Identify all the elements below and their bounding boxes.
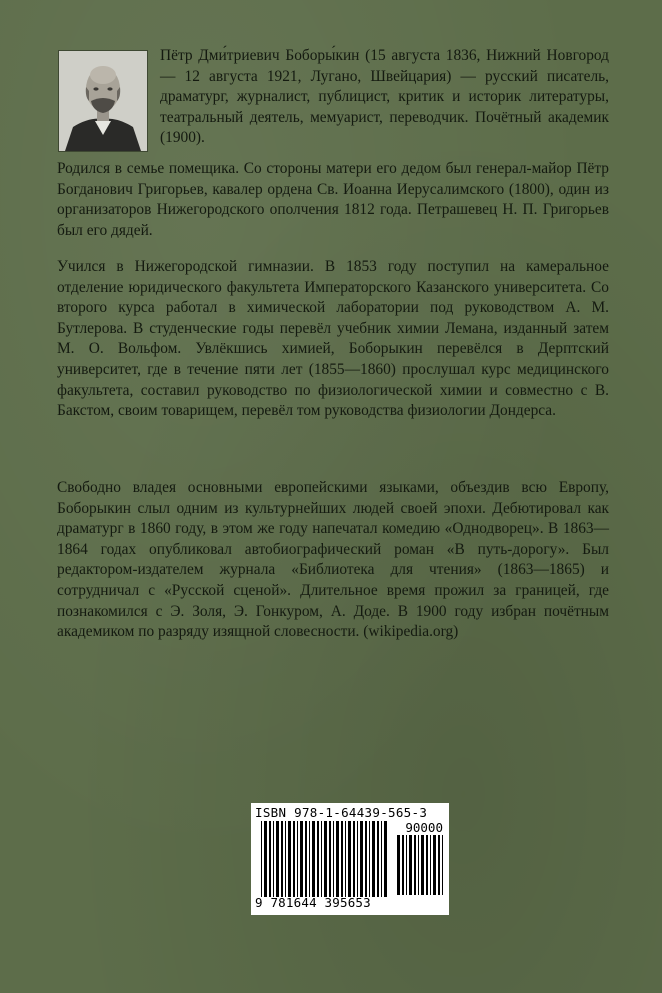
price-code: 90000 [405, 820, 443, 835]
biography-paragraph: Учился в Нижегородской гимназии. В 1853 году поступил на камеральное отделение юридического факультета Императорского Казанского университета. Со второго курса работал в химической лаборатории под руководством А. М. Бутлерова. В студенческие годы перевёл учебник химии Лемана, изданный затем М. О. Вольфом. Увлёкшись химией, Боборыкин перевёлся в Дерптский университет, где в течение пяти лет (1855—1860) прослушал курс медицинского факультета, составил руководство по физиологической химии и совместно с В. Бакстом, своим товарищем, перевёл том руководства физиологии Дондерса. [57, 258, 609, 420]
author-intro: Пётр Дми́триевич Боборы́кин (15 августа 1836, Нижний Новгород — 12 августа 1921, Лугано, Швейцария) — русский писатель, драматург, журналист, публицист, критик и историк литературы, театральный деятель, мемуарист, переводчик. Почётный академик (1900). [160, 47, 609, 147]
author-portrait [58, 50, 148, 152]
barcode-addon-bars [397, 835, 443, 895]
biography-paragraph: Свободно владея основными европейскими языками, объездив всю Европу, Боборыкин слыл одним из культурнейших людей своей эпохи. Дебютировал как драматург в 1860 году, в этом же году напечатал комедию «Однодворец». В 1863—1864 годах опубликовал автобиографический роман «В путь-дорогу». Был редактором-издателем журнала «Библиотека для чтения» (1863—1865) и сотрудничал с «Русской сценой». Длительное время прожил за границей, где познакомился с Э. Золя, Э. Гонкуром, А. Доде. В 1900 году избран почётным академиком по разряду изящной словесности. (wikipedia.org) [57, 479, 609, 641]
barcode-digits: 9 781644 395653 [255, 895, 371, 910]
isbn-barcode [251, 803, 449, 915]
biography-paragraph: Родился в семье помещика. Со стороны матери его дедом был генерал-майор Пётр Богданович Григорьев, кавалер ордена Св. Иоанна Иерусалимского (1800), один из организаторов Нижегородского ополчения 1812 года. Петрашевец Н. П. Григорьев был его дядей. [57, 160, 609, 239]
isbn-label: ISBN 978-1-64439-565-3 [255, 805, 428, 820]
portrait-photo [59, 51, 147, 151]
barcode-bars [261, 821, 389, 897]
